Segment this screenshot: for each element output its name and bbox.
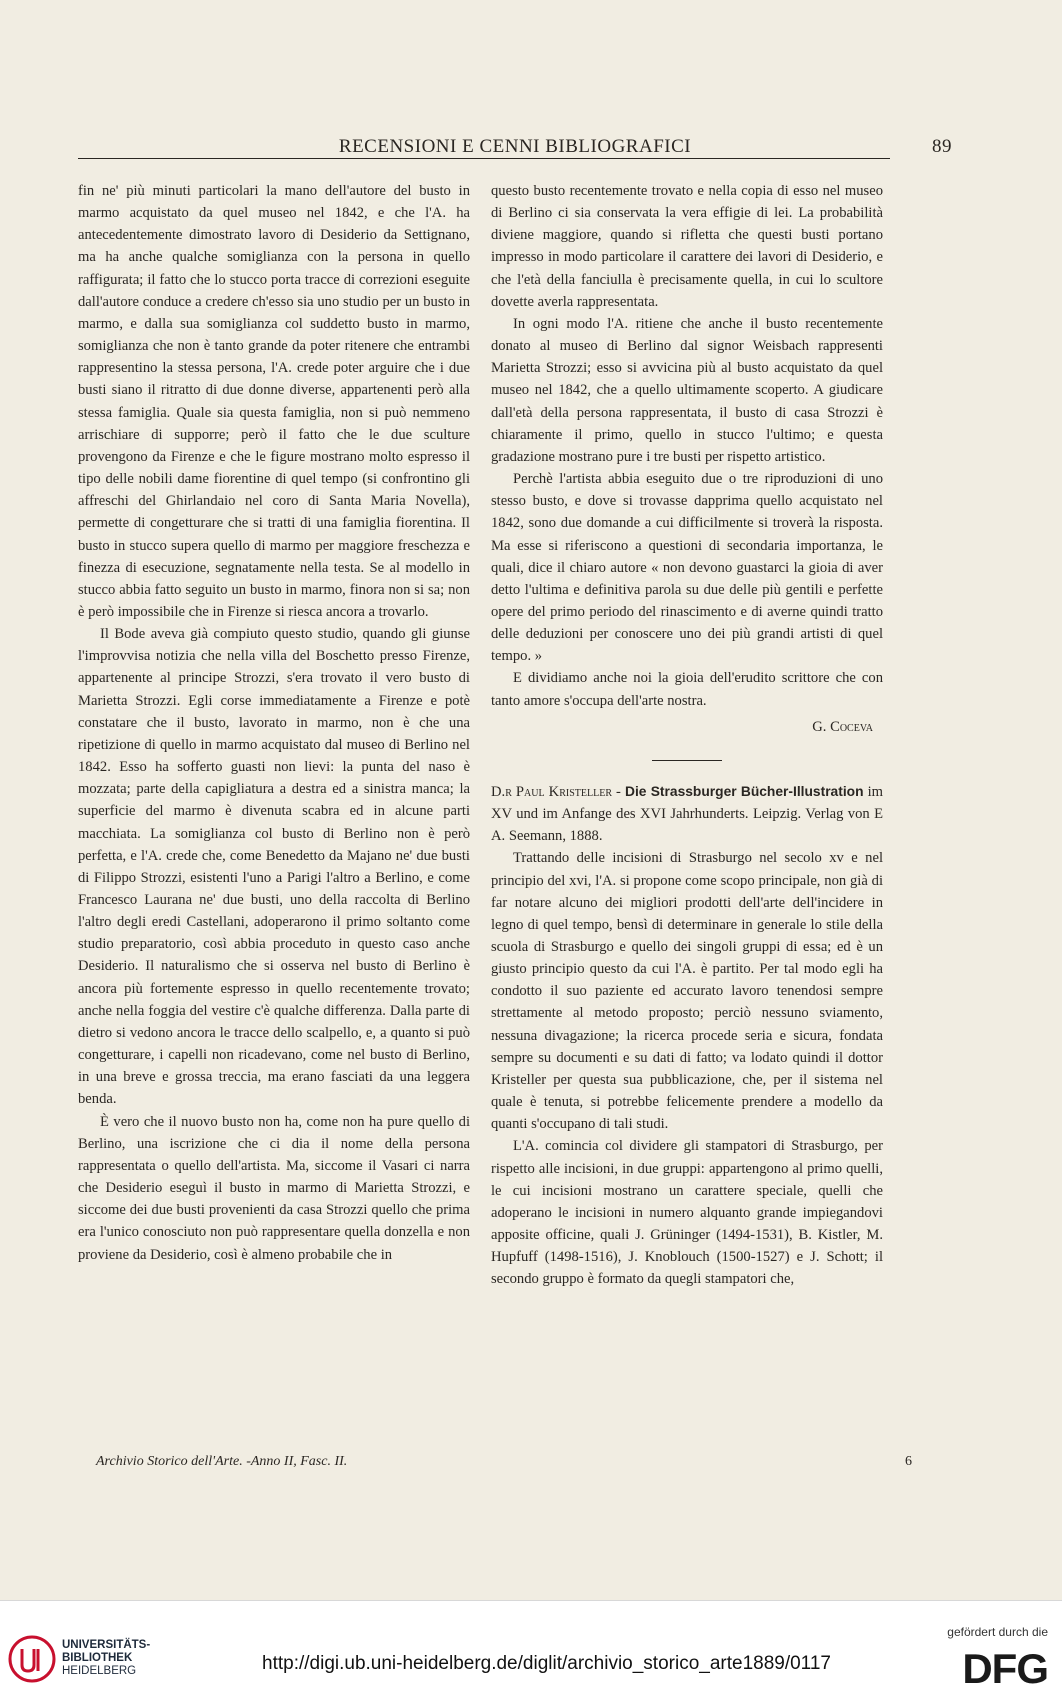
paragraph: In ogni modo l'A. ritiene che anche il busto recentemente donato al museo di Berlino dal signor Weisbach rappresenti Marietta Strozzi; esso si avvicina più al busto acquistato da quel museo nel 1842, che a quello ultimamente scoperto. A giudicare dall'età della persona rappresentata, il busto di casa Strozzi è chiaramente il primo, quello in stucco l'ultimo; e questa gradazione mostrano pure i tre busti per rispetto artistico. <box>491 315 883 465</box>
university-library-logo-icon <box>8 1635 56 1683</box>
paragraph: fin ne' più minuti particolari la mano dell'autore del busto in marmo acquistato da quel museo nel 1842, e che l'A. ha antecedentemente dimostrato lavoro di Desiderio da Settignano, ma ha anche qualche somiglianza con la persona in quello raffigurata; il fatto che lo stucco porta tracce di correzioni eseguite dall'autore conduce a credere ch'esso sia uno studio per un busto in marmo, e dalla sua somiglianza col suddetto busto in marmo, somiglianza che non è tanto grande da poter ritenere che entrambi rappresentino la stessa persona, l'A. crede poter arguire che i due busti siano il ritratto di due donne diverse, appartenenti però alla stessa famiglia. Quale sia questa famiglia, non si può nemmeno arrischiare di supporre; però il fatto che le due sculture provengono da Firenze e che le figure mostrano molto espresso il tipo delle nobili dame fiorentine di quel tempo (si confrontino gli affreschi del Ghirlandaio nel coro di Santa Maria Novella), permette di congetturare che si tratti di una famiglia fiorentina. Il busto in stucco supera quello di marmo per maggiore freschezza e finezza di esecuzione, segnatamente nella testa. Se al modello in stucco abbia fatto seguito un busto in marmo, finora non si sa; non è però impossibile che in Firenze si riesca ancora a trovarlo. <box>78 183 470 620</box>
page-footer <box>96 1454 912 1470</box>
permalink-url[interactable]: http://digi.ub.uni-heidelberg.de/diglit/archivio_storico_arte1889/0117 <box>262 1653 831 1674</box>
entry-author: D.r Paul Kristeller - <box>491 783 625 800</box>
running-header <box>78 128 952 157</box>
bottom-bar <box>0 1600 1062 1699</box>
review-signature: G. Coceva <box>812 718 873 735</box>
section-divider <box>652 760 722 761</box>
entry-title: Die Strassburger Bücher-Illustration <box>625 783 864 799</box>
paragraph: L'A. comincia col dividere gli stampatori di Strasburgo, per rispetto alle incisioni, in due gruppi: appartengono al primo quelli, le cui incisioni mostrano un carattere speciale, quelli che adoperano le incisioni in numero alquanto grande impiegandovi apposite officine, quali J. Grüninger (1494-1531), B. Kistler, M. Hupfuff (1498-1516), J. Knoblouch (1500-1527) e J. Schott; il secondo gruppo è formato da quegli stampatori che, <box>491 1138 883 1288</box>
paragraph: E dividiamo anche noi la gioia dell'erudito scrittore che con tanto amore s'occupa dell'arte nostra. <box>491 670 883 709</box>
left-column <box>78 180 470 1266</box>
running-title: RECENSIONI E CENNI BIBLIOGRAFICI <box>338 136 692 157</box>
paragraph: È vero che il nuovo busto non ha, come non ha pure quello di Berlino, una iscrizione che ci dia il nome della persona rappresentata o quello dell'artista. Ma, siccome il Vasari ci narra che Desiderio eseguì il busto in marmo di Marietta Strozzi, e siccome dei due busti provenienti da casa Strozzi quello che prima era l'unico conosciuto non può rappresentare quella donzella e non proviene da Desiderio, così è almeno probabile che in <box>78 1113 470 1263</box>
signature-mark: 6 <box>905 1454 912 1469</box>
header-rule <box>78 158 890 159</box>
paragraph: Trattando delle incisioni di Strasburgo nel secolo xv e nel principio del xvi, l'A. si propone come scopo principale, non già di far notare alcuno dei migliori prodotti dell'arte dell'incidere in legno di quel tempo, bensì di determinare in generale lo stile della scuola di Strasburgo e quello dei singoli gruppi di essa; ed è un giusto principio questo da cui l'A. è partito. Per tal modo egli ha condotto il suo paziente ed accurato lavoro tenendosi sempre strettamente al metodo proposto; perciò nessuno sviamento, nessuna divagazione; la ricerca procede seria e sicura, fondata sempre su documenti e su dati di fatto; va lodato quindi il dottor Kristeller per questa sua pubblicazione, che, per il sistema nel quale è tenuta, si potrebbe felicemente prendere a modello da quanti s'occupano di tali studi. <box>491 850 883 1133</box>
dfg-logo-icon: DFG <box>962 1645 1048 1692</box>
paragraph: Perchè l'artista abbia eseguito due o tre riproduzioni di uno stesso busto, e dove si trovasse dapprima quello acquistato nel 1842, sono due domande a cui difficilmente si troverà la risposta. Ma esse si riferiscono a questioni di secondaria importanza, le quali, dice il chiaro autore « non devono guastarci la gioia di aver detto l'ultima e definitiva parola su due delle più gentili e perfette opere del primo periodo del rinascimento e di averne quindi tratto delle deduzioni per conoscere uno dei più grandi artisti di quel tempo. » <box>491 471 883 665</box>
entry-details: im XV und im Anfange des XVI Jahrhunderts. Leipzig. Verlag von E A. Seemann, 1888. <box>491 783 883 845</box>
paragraph: questo busto recentemente trovato e nella copia di esso nel museo di Berlino ci sia conservata la vera effigie di lei. La probabilità diviene maggiore, quando si rifletta che questi busti portano impresso in modo particolare il carattere dei lavori di Desiderio, e che l'età della fanciulla è precisamente quella, in cui lo scultore dovette averla rappresentata. <box>491 183 883 310</box>
page-number: 89 <box>932 136 952 157</box>
paragraph: Il Bode aveva già compiuto questo studio, quando gli giunse l'improvvisa notizia che nella villa del Boschetto presso Firenze, appartenente al principe Strozzi, s'era trovato il vero busto di Marietta Strozzi. Egli corse immediatamente a Firenze e potè constatare che il busto, lavorato in marmo, non è che una ripetizione di quello in marmo acquistato dal museo di Berlino nel 1842. Esso ha sofferto guasti non lievi: la punta del naso è mozzata; parte della capigliatura a destra ed a sinistra manca; la superficie del marmo è divenuta scabra ed in alcune parti macchiata. La somiglianza col busto di Berlino non è però perfetta, e l'A. crede che, come Benedetto da Majano ne' due busti di Filippo Strozzi, esistenti l'uno a Parigi l'altro a Berlino, e come Francesco Laurana ne' due busti, uno della raccolta di Berlino l'altro degli eredi Castellani, adoperarono il primo soltanto come studio preparatorio, così abbia proceduto in questo caso anche Desiderio. Il naturalismo che si osserva nel busto di Berlino è ancora più fortemente espresso in quello recentemente trovato; anche nella foggia del vestire c'è qualche differenza. Dalla parte di dietro si vedono ancora le tracce dello scalpello, e, a quanto si può congetturare, i capelli non ricadevano, come nel busto di Berlino, in una breve e grossa treccia, ma erano fasciati da una leggera benda. <box>78 626 470 1108</box>
bibliographic-entry <box>491 781 883 847</box>
library-name-line: UNIVERSITÄTS- <box>62 1639 151 1651</box>
library-name-line: BIBLIOTHEK <box>62 1652 133 1664</box>
funded-by-label: gefördert durch die <box>947 1625 1048 1639</box>
library-name <box>62 1639 150 1678</box>
journal-reference: Archivio Storico dell'Arte. -Anno II, Fasc. II. <box>96 1454 348 1469</box>
library-name-line: HEIDELBERG <box>62 1665 137 1677</box>
right-column <box>491 180 883 1291</box>
